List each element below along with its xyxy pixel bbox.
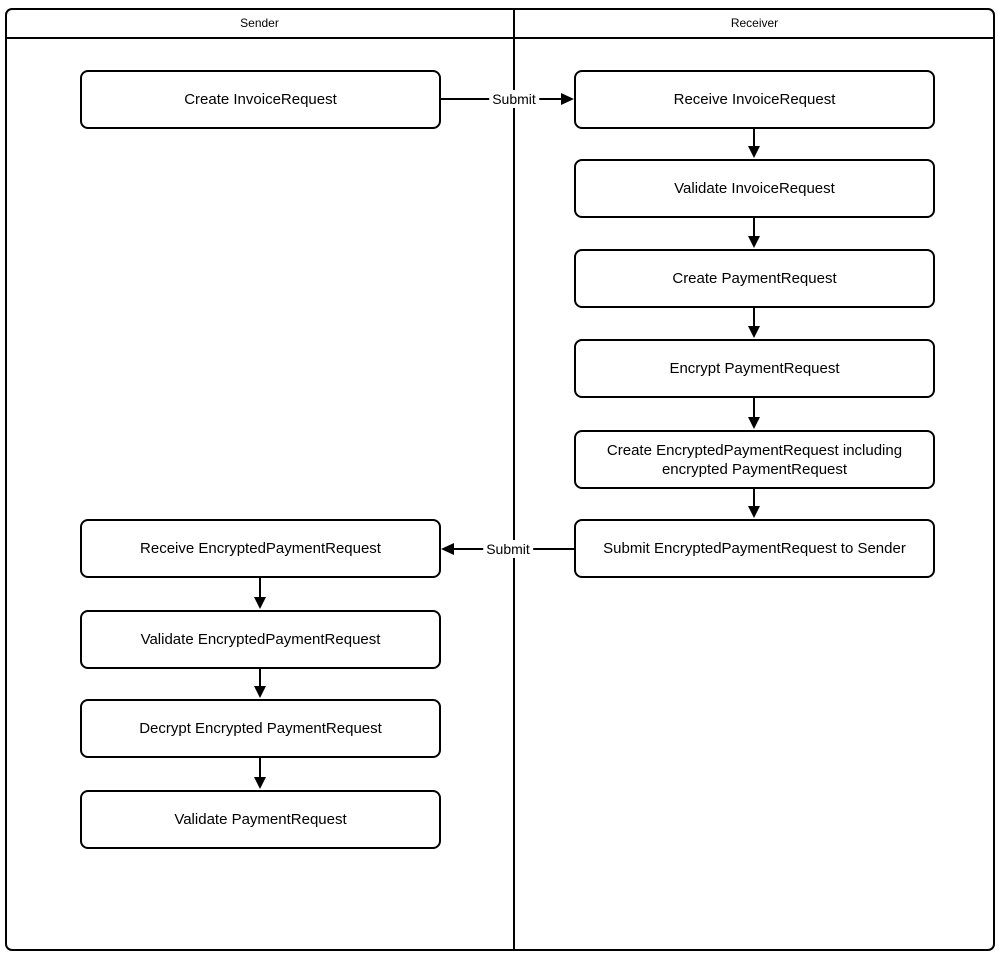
arrow-receiver-2-head — [748, 236, 760, 248]
arrow-submit-invoicerequest-head — [561, 93, 574, 105]
arrow-sender-2-head — [254, 686, 266, 698]
node-create-paymentrequest: Create PaymentRequest — [574, 249, 935, 308]
node-submit-encryptedpaymentrequest: Submit EncryptedPaymentRequest to Sender — [574, 519, 935, 578]
node-validate-encryptedpaymentrequest: Validate EncryptedPaymentRequest — [80, 610, 441, 669]
arrow-receiver-1-head — [748, 146, 760, 158]
node-decrypt-encrypted-paymentrequest: Decrypt Encrypted PaymentRequest — [80, 699, 441, 758]
arrow-submit-encryptedpaymentrequest-head — [441, 543, 454, 555]
arrow-sender-1-head — [254, 597, 266, 609]
node-receive-encryptedpaymentrequest: Receive EncryptedPaymentRequest — [80, 519, 441, 578]
node-create-invoicerequest: Create InvoiceRequest — [80, 70, 441, 129]
lane-header-sender: Sender — [240, 16, 279, 30]
node-receive-invoicerequest: Receive InvoiceRequest — [574, 70, 935, 129]
arrow-sender-3-head — [254, 777, 266, 789]
arrow-receiver-3-head — [748, 326, 760, 338]
arrow-receiver-4-head — [748, 417, 760, 429]
lane-header-receiver: Receiver — [730, 16, 779, 30]
edge-label-submit-left: Submit — [483, 540, 533, 558]
node-validate-paymentrequest: Validate PaymentRequest — [80, 790, 441, 849]
arrow-receiver-5-head — [748, 506, 760, 518]
edge-label-submit-right: Submit — [489, 90, 539, 108]
node-create-encryptedpaymentrequest: Create EncryptedPaymentRequest including encrypted PaymentRequest — [574, 430, 935, 489]
node-encrypt-paymentrequest: Encrypt PaymentRequest — [574, 339, 935, 398]
node-validate-invoicerequest: Validate InvoiceRequest — [574, 159, 935, 218]
